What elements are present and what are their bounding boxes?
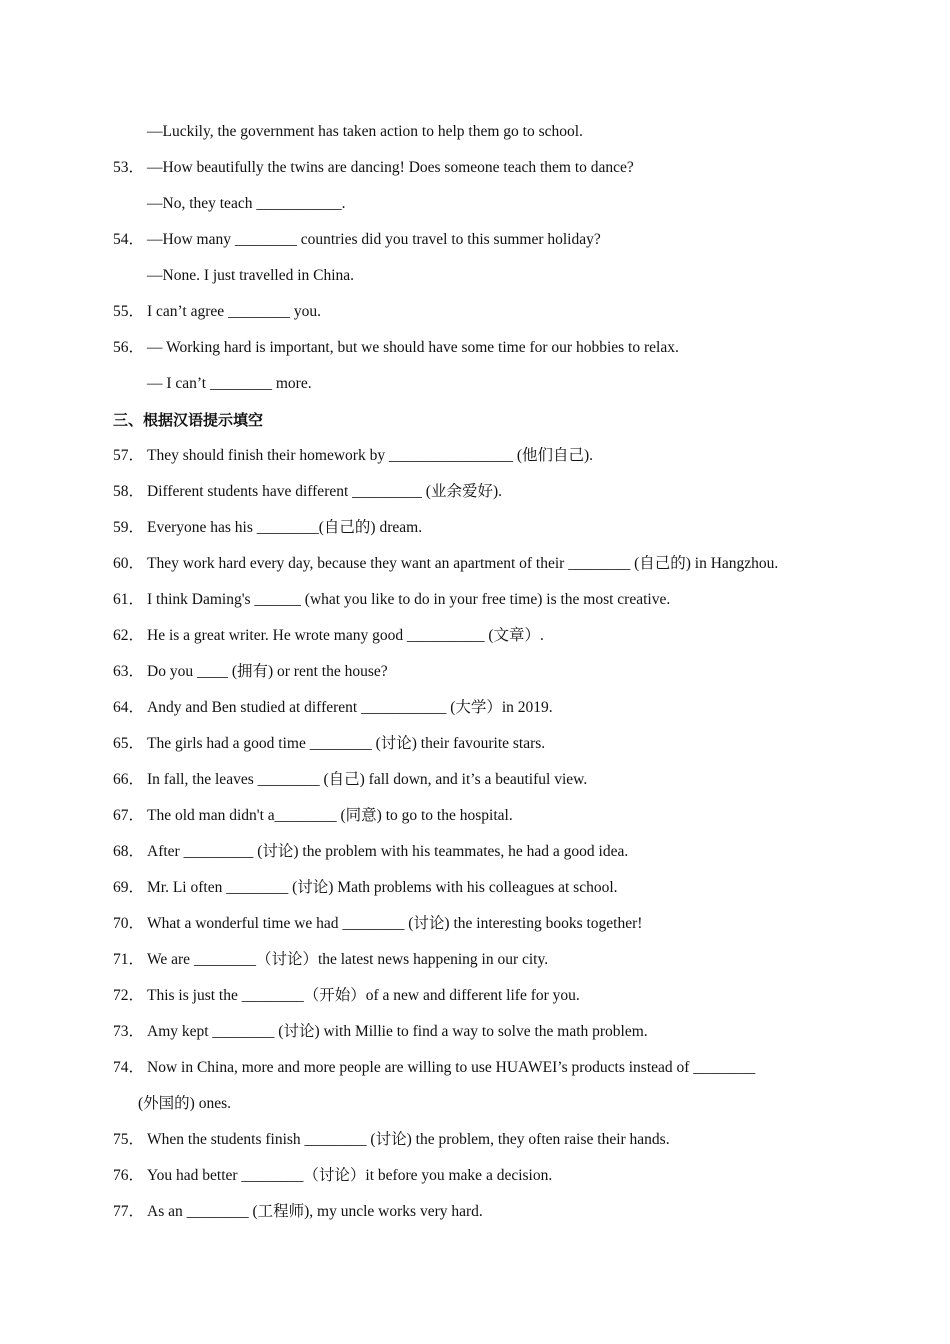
question-text: They should finish their homework by ________________ (他们自己). [147, 447, 594, 464]
question-text: Everyone has his ________(自己的) dream. [147, 519, 423, 536]
question-text: Different students have different _________ (业余爱好). [147, 483, 502, 500]
question-number: 69． [113, 879, 145, 896]
question-number: 63． [113, 663, 145, 680]
question-number: 76． [113, 1167, 145, 1184]
question-75 [113, 1130, 853, 1150]
question-text: When the students finish ________ (讨论) the problem, they often raise their hands. [147, 1131, 670, 1148]
question-68 [113, 842, 853, 862]
question-73 [113, 1022, 853, 1042]
section-heading [113, 410, 853, 430]
question-number: 68． [113, 843, 145, 860]
question-number: 54． [113, 231, 145, 248]
dialogue-line [147, 374, 887, 394]
question-number: 74． [113, 1059, 145, 1076]
question-text: —How beautifully the twins are dancing! Does someone teach them to dance? [147, 159, 634, 176]
question-58 [113, 482, 853, 502]
question-70 [113, 914, 853, 934]
question-67 [113, 806, 853, 826]
question-54 [113, 230, 853, 250]
heading-text: 三、根据汉语提示填空 [113, 411, 264, 429]
question-63 [113, 662, 853, 682]
question-text: We are ________（讨论）the latest news happening in our city. [147, 951, 549, 968]
question-text: The girls had a good time ________ (讨论) their favourite stars. [147, 735, 546, 752]
question-text: Amy kept ________ (讨论) with Millie to find a way to solve the math problem. [147, 1023, 648, 1040]
question-text: Do you ____ (拥有) or rent the house? [147, 663, 388, 680]
question-text: I think Daming's ______ (what you like to do in your free time) is the most creative. [147, 591, 671, 608]
question-number: 70． [113, 915, 145, 932]
question-55 [113, 302, 853, 322]
question-65 [113, 734, 853, 754]
question-text: You had better ________（讨论）it before you make a decision. [147, 1167, 553, 1184]
question-text: —How many ________ countries did you travel to this summer holiday? [147, 231, 601, 248]
question-62 [113, 626, 853, 646]
dialogue-line [147, 266, 887, 286]
question-60 [113, 554, 853, 574]
question-72 [113, 986, 853, 1006]
question-number: 62． [113, 627, 145, 644]
question-number: 57． [113, 447, 145, 464]
question-text: Andy and Ben studied at different ___________ (大学）in 2019. [147, 699, 553, 716]
question-64 [113, 698, 853, 718]
question-number: 73． [113, 1023, 145, 1040]
question-number: 58． [113, 483, 145, 500]
question-number: 72． [113, 987, 145, 1004]
question-number: 75． [113, 1131, 145, 1148]
question-number: 60． [113, 555, 145, 572]
line-text: —No, they teach ___________. [147, 195, 346, 212]
question-57 [113, 446, 853, 466]
question-74 [113, 1058, 853, 1078]
question-number: 65． [113, 735, 145, 752]
question-56 [113, 338, 853, 358]
question-77 [113, 1202, 853, 1222]
line-text: —Luckily, the government has taken action to help them go to school. [147, 123, 583, 140]
question-number: 59． [113, 519, 145, 536]
question-number: 67． [113, 807, 145, 824]
question-text: After _________ (讨论) the problem with his teammates, he had a good idea. [147, 843, 629, 860]
question-text: I can’t agree ________ you. [147, 303, 322, 320]
question-71 [113, 950, 853, 970]
question-number: 53． [113, 159, 145, 176]
question-74-continuation [138, 1094, 878, 1114]
line-text: (外国的) ones. [138, 1095, 231, 1112]
dialogue-line [147, 194, 887, 214]
line-text: —None. I just travelled in China. [147, 267, 355, 284]
question-53 [113, 158, 853, 178]
question-text: — Working hard is important, but we should have some time for our hobbies to relax. [147, 339, 679, 356]
question-text: Now in China, more and more people are willing to use HUAWEI’s products instead of ________ [147, 1059, 756, 1076]
question-number: 71． [113, 951, 145, 968]
question-number: 66． [113, 771, 145, 788]
question-text: As an ________ (工程师), my uncle works very hard. [147, 1203, 483, 1220]
question-number: 64． [113, 699, 145, 716]
question-text: In fall, the leaves ________ (自己) fall down, and it’s a beautiful view. [147, 771, 588, 788]
question-number: 77． [113, 1203, 145, 1220]
question-text: What a wonderful time we had ________ (讨论) the interesting books together! [147, 915, 643, 932]
question-text: The old man didn't a________ (同意) to go to the hospital. [147, 807, 513, 824]
question-number: 55． [113, 303, 145, 320]
question-text: He is a great writer. He wrote many good __________ (文章）. [147, 627, 544, 644]
dialogue-line [147, 122, 887, 142]
question-number: 56． [113, 339, 145, 356]
question-66 [113, 770, 853, 790]
question-61 [113, 590, 853, 610]
question-69 [113, 878, 853, 898]
line-text: — I can’t ________ more. [147, 375, 312, 392]
question-59 [113, 518, 853, 538]
question-text: They work hard every day, because they want an apartment of their ________ (自己的) in Hangzhou. [147, 555, 779, 572]
question-76 [113, 1166, 853, 1186]
question-text: Mr. Li often ________ (讨论) Math problems with his colleagues at school. [147, 879, 618, 896]
question-number: 61． [113, 591, 145, 608]
question-text: This is just the ________（开始）of a new and different life for you. [147, 987, 580, 1004]
